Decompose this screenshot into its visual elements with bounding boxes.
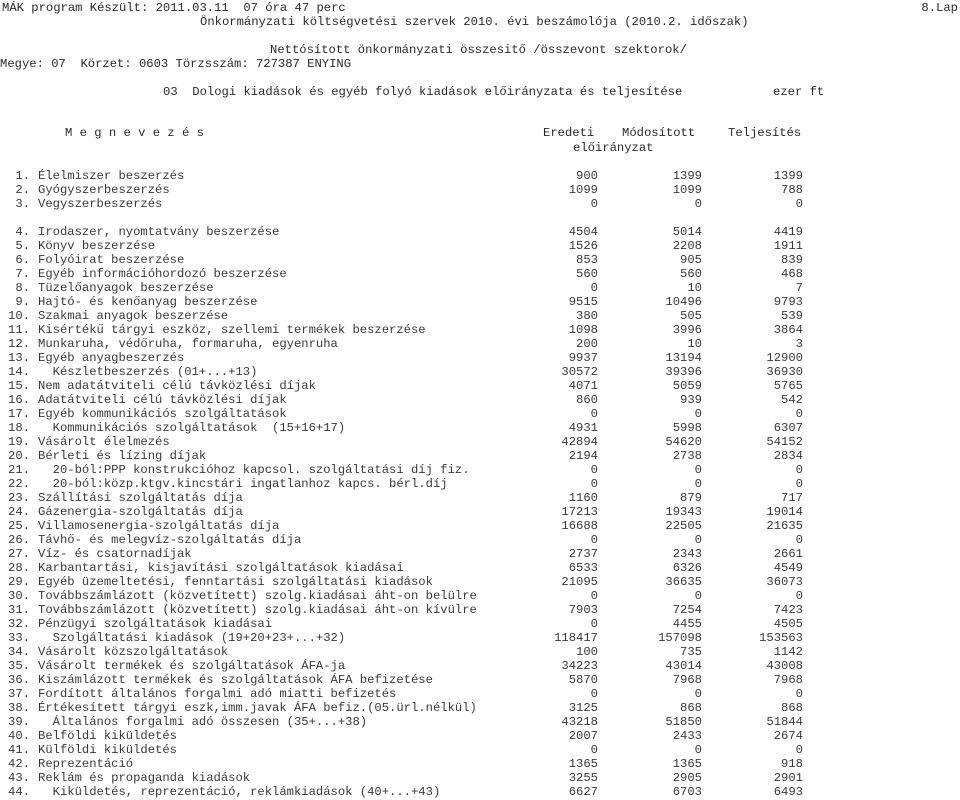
table-row	[0, 687, 960, 701]
row-number: 27.	[8, 547, 30, 561]
table-row	[0, 785, 960, 799]
original-value: 4504	[568, 225, 598, 239]
original-value: 7903	[568, 603, 598, 617]
modified-value: 10	[687, 281, 702, 295]
actual-value: 0	[795, 477, 803, 491]
original-value: 3255	[568, 771, 598, 785]
modified-value: 905	[680, 253, 702, 267]
row-label: Értékesített tárgyi eszk,imm.javak ÁFA befiz.(05.ürl.nélkül)	[38, 701, 477, 715]
row-number: 35.	[8, 659, 30, 673]
original-value: 100	[576, 645, 598, 659]
modified-value: 4455	[672, 617, 702, 631]
row-number: 3.	[15, 197, 30, 211]
table-row	[0, 253, 960, 267]
original-value: 0	[590, 617, 598, 631]
modified-value: 0	[694, 407, 702, 421]
row-number: 23.	[8, 491, 30, 505]
program-info: MÁK program Készült: 2011.03.11 07 óra 47 perc	[2, 1, 346, 15]
row-number: 42.	[8, 757, 30, 771]
row-label: Egyéb kommunikációs szolgáltatások	[38, 407, 287, 421]
modified-value: 7254	[672, 603, 702, 617]
table-row	[0, 561, 960, 575]
report-title: Önkormányzati költségvetési szervek 2010. évi beszámolója (2010.2. időszak)	[200, 15, 749, 29]
table-row	[0, 533, 960, 547]
row-label: Egyéb anyagbeszerzés	[38, 351, 185, 365]
table-row	[0, 575, 960, 589]
row-number: 36.	[8, 673, 30, 687]
table-row	[0, 617, 960, 631]
original-value: 34223	[561, 659, 598, 673]
table-row	[0, 323, 960, 337]
original-value: 17213	[561, 505, 598, 519]
row-number: 17.	[8, 407, 30, 421]
modified-value: 5059	[672, 379, 702, 393]
row-number: 8.	[15, 281, 30, 295]
row-number: 37.	[8, 687, 30, 701]
table-row	[0, 491, 960, 505]
column-header-modified: Módosított	[622, 126, 696, 140]
modified-value: 22505	[665, 519, 702, 533]
table-row	[0, 337, 960, 351]
row-number: 30.	[8, 589, 30, 603]
column-header-name: M e g n e v e z é s	[65, 126, 204, 140]
modified-value: 51850	[665, 715, 702, 729]
row-label: Egyéb üzemeltetési, fenntartási szolgáltatási kiadások	[38, 575, 433, 589]
row-label: Villamosenergia-szolgáltatás díja	[38, 519, 280, 533]
modified-value: 43014	[665, 659, 702, 673]
original-value: 2737	[568, 547, 598, 561]
actual-value: 868	[781, 701, 803, 715]
original-value: 0	[590, 743, 598, 757]
row-number: 26.	[8, 533, 30, 547]
modified-value: 879	[680, 491, 702, 505]
table-row	[0, 239, 960, 253]
actual-value: 36930	[766, 365, 803, 379]
row-number: 5.	[15, 239, 30, 253]
row-label: Gázenergia-szolgáltatás díja	[38, 505, 243, 519]
original-value: 0	[590, 197, 598, 211]
table-row	[0, 407, 960, 421]
actual-value: 153563	[759, 631, 803, 645]
row-number: 44.	[8, 785, 30, 799]
row-number: 39.	[8, 715, 30, 729]
table-row	[0, 309, 960, 323]
original-value: 4931	[568, 421, 598, 435]
row-label: Kisértékű tárgyi eszköz, szellemi termékek beszerzése	[38, 323, 426, 337]
actual-value: 717	[781, 491, 803, 505]
modified-value: 13194	[665, 351, 702, 365]
table-row	[0, 743, 960, 757]
row-label: Általános forgalmi adó összesen (35+...+38)	[38, 715, 368, 729]
original-value: 6627	[568, 785, 598, 799]
table-row	[0, 463, 960, 477]
actual-value: 6307	[773, 421, 803, 435]
row-number: 25.	[8, 519, 30, 533]
table-row	[0, 673, 960, 687]
row-label: 20-ból:közp.ktgv.kincstári ingatlanhoz kapcs. bérl.díj	[38, 477, 448, 491]
row-number: 19.	[8, 435, 30, 449]
actual-value: 0	[795, 589, 803, 603]
row-label: Pénzügyi szolgáltatások kiadásai	[38, 617, 273, 631]
modified-value: 5998	[672, 421, 702, 435]
actual-value: 51844	[766, 715, 803, 729]
original-value: 5870	[568, 673, 598, 687]
actual-value: 7	[795, 281, 803, 295]
original-value: 0	[590, 463, 598, 477]
actual-value: 4419	[773, 225, 803, 239]
original-value: 0	[590, 407, 598, 421]
modified-value: 6703	[672, 785, 702, 799]
actual-value: 1399	[773, 169, 803, 183]
row-label: Kiküldetés, reprezentáció, reklámkiadások (40+...+43)	[38, 785, 441, 799]
table-row	[0, 589, 960, 603]
original-value: 0	[590, 687, 598, 701]
row-number: 12.	[8, 337, 30, 351]
modified-value: 0	[694, 477, 702, 491]
table-row	[0, 659, 960, 673]
actual-value: 54152	[766, 435, 803, 449]
column-header-actual: Teljesítés	[728, 126, 802, 140]
row-label: Kiszámlázott termékek és szolgáltatások ÁFA befizetése	[38, 673, 433, 687]
table-row	[0, 197, 960, 211]
row-label: Vásárolt közszolgáltatások	[38, 645, 229, 659]
table-row	[0, 435, 960, 449]
table-row	[0, 715, 960, 729]
actual-value: 2901	[773, 771, 803, 785]
modified-value: 54620	[665, 435, 702, 449]
row-label: Vásárolt termékek és szolgáltatások ÁFA-ja	[38, 659, 346, 673]
table-row	[0, 477, 960, 491]
row-label: Tüzelőanyagok beszerzése	[38, 281, 214, 295]
original-value: 30572	[561, 365, 598, 379]
row-label: Munkaruha, védőruha, formaruha, egyenruha	[38, 337, 338, 351]
actual-value: 12900	[766, 351, 803, 365]
original-value: 4071	[568, 379, 598, 393]
modified-value: 7968	[672, 673, 702, 687]
actual-value: 36073	[766, 575, 803, 589]
row-number: 16.	[8, 393, 30, 407]
row-number: 24.	[8, 505, 30, 519]
original-value: 853	[576, 253, 598, 267]
column-header-original: Eredeti	[543, 126, 595, 140]
table-row	[0, 295, 960, 309]
row-label: Irodaszer, nyomtatvány beszerzése	[38, 225, 280, 239]
table-row	[0, 701, 960, 715]
row-label: Egyéb információhordozó beszerzése	[38, 267, 287, 281]
modified-value: 3996	[672, 323, 702, 337]
row-label: Továbbszámlázott (közvetített) szolg.kiadásai áht-on belülre	[38, 589, 477, 603]
table-row	[0, 505, 960, 519]
modified-value: 2738	[672, 449, 702, 463]
table-row	[0, 519, 960, 533]
original-value: 1365	[568, 757, 598, 771]
section-title: 03 Dologi kiadások és egyéb folyó kiadások előirányzata és teljesítése	[163, 85, 683, 99]
row-label: Könyv beszerzése	[38, 239, 156, 253]
row-label: Szakmai anyagok beszerzése	[38, 309, 229, 323]
column-subheader-appropriation: előirányzat	[573, 141, 654, 155]
modified-value: 0	[694, 743, 702, 757]
actual-value: 3	[795, 337, 803, 351]
row-label: Gyógyszerbeszerzés	[38, 183, 170, 197]
modified-value: 868	[680, 701, 702, 715]
actual-value: 0	[795, 463, 803, 477]
actual-value: 1911	[773, 239, 803, 253]
original-value: 9515	[568, 295, 598, 309]
original-value: 1526	[568, 239, 598, 253]
table-row	[0, 729, 960, 743]
actual-value: 43008	[766, 659, 803, 673]
row-label: Nem adatátviteli célú távközlési díjak	[38, 379, 316, 393]
table-row	[0, 183, 960, 197]
actual-value: 9793	[773, 295, 803, 309]
row-label: Fordított általános forgalmi adó miatti befizetés	[38, 687, 397, 701]
row-label: Külföldi kiküldetés	[38, 743, 177, 757]
table-row	[0, 351, 960, 365]
row-label: Adatátviteli célú távközlési díjak	[38, 393, 287, 407]
actual-value: 539	[781, 309, 803, 323]
modified-value: 5014	[672, 225, 702, 239]
row-number: 7.	[15, 267, 30, 281]
original-value: 3125	[568, 701, 598, 715]
original-value: 1160	[568, 491, 598, 505]
modified-value: 2208	[672, 239, 702, 253]
row-label: Vásárolt élelmezés	[38, 435, 170, 449]
row-number: 13.	[8, 351, 30, 365]
location-info: Megye: 07 Körzet: 0603 Törzsszám: 727387 ENYING	[0, 57, 352, 71]
actual-value: 542	[781, 393, 803, 407]
table-row	[0, 267, 960, 281]
row-number: 18.	[8, 421, 30, 435]
row-number: 33.	[8, 631, 30, 645]
row-number: 11.	[8, 323, 30, 337]
actual-value: 2674	[773, 729, 803, 743]
actual-value: 4505	[773, 617, 803, 631]
original-value: 21095	[561, 575, 598, 589]
row-label: Szolgáltatási kiadások (19+20+23+...+32)	[38, 631, 346, 645]
original-value: 900	[576, 169, 598, 183]
modified-value: 39396	[665, 365, 702, 379]
actual-value: 5765	[773, 379, 803, 393]
row-label: Szállítási szolgáltatás díja	[38, 491, 243, 505]
modified-value: 157098	[658, 631, 702, 645]
original-value: 43218	[561, 715, 598, 729]
modified-value: 939	[680, 393, 702, 407]
modified-value: 2433	[672, 729, 702, 743]
row-number: 4.	[15, 225, 30, 239]
table-row	[0, 365, 960, 379]
row-label: Belföldi kiküldetés	[38, 729, 177, 743]
table-row	[0, 393, 960, 407]
table-row	[0, 169, 960, 183]
actual-value: 0	[795, 533, 803, 547]
actual-value: 2661	[773, 547, 803, 561]
original-value: 1098	[568, 323, 598, 337]
original-value: 6533	[568, 561, 598, 575]
page-number: 8.Lap	[921, 1, 958, 15]
row-label: Reprezentáció	[38, 757, 134, 771]
row-number: 32.	[8, 617, 30, 631]
actual-value: 918	[781, 757, 803, 771]
table-row	[0, 757, 960, 771]
actual-value: 0	[795, 407, 803, 421]
row-label: Továbbszámlázott (közvetített) szolg.kiadásai áht-on kívülre	[38, 603, 477, 617]
modified-value: 2905	[672, 771, 702, 785]
original-value: 0	[590, 533, 598, 547]
modified-value: 6326	[672, 561, 702, 575]
original-value: 2194	[568, 449, 598, 463]
modified-value: 505	[680, 309, 702, 323]
actual-value: 3864	[773, 323, 803, 337]
modified-value: 2343	[672, 547, 702, 561]
table-row	[0, 771, 960, 785]
modified-value: 0	[694, 463, 702, 477]
original-value: 16688	[561, 519, 598, 533]
original-value: 118417	[554, 631, 598, 645]
report-subtitle: Nettósított önkormányzati összesitő /összevont szektorok/	[270, 43, 687, 57]
actual-value: 0	[795, 687, 803, 701]
row-number: 10.	[8, 309, 30, 323]
actual-value: 6493	[773, 785, 803, 799]
modified-value: 0	[694, 687, 702, 701]
row-number: 22.	[8, 477, 30, 491]
actual-value: 4549	[773, 561, 803, 575]
modified-value: 36635	[665, 575, 702, 589]
actual-value: 7968	[773, 673, 803, 687]
original-value: 860	[576, 393, 598, 407]
row-number: 21.	[8, 463, 30, 477]
row-label: Víz- és csatornadíjak	[38, 547, 192, 561]
actual-value: 839	[781, 253, 803, 267]
table-row	[0, 645, 960, 659]
original-value: 0	[590, 589, 598, 603]
actual-value: 0	[795, 743, 803, 757]
table-row	[0, 547, 960, 561]
original-value: 380	[576, 309, 598, 323]
original-value: 9937	[568, 351, 598, 365]
row-number: 40.	[8, 729, 30, 743]
actual-value: 2834	[773, 449, 803, 463]
row-number: 29.	[8, 575, 30, 589]
actual-value: 19014	[766, 505, 803, 519]
actual-value: 0	[795, 197, 803, 211]
original-value: 0	[590, 477, 598, 491]
row-number: 9.	[15, 295, 30, 309]
row-number: 38.	[8, 701, 30, 715]
table-row	[0, 379, 960, 393]
row-number: 34.	[8, 645, 30, 659]
original-value: 1099	[568, 183, 598, 197]
row-label: Vegyszerbeszerzés	[38, 197, 163, 211]
modified-value: 560	[680, 267, 702, 281]
modified-value: 735	[680, 645, 702, 659]
row-number: 15.	[8, 379, 30, 393]
actual-value: 1142	[773, 645, 803, 659]
actual-value: 468	[781, 267, 803, 281]
row-number: 31.	[8, 603, 30, 617]
row-number: 1.	[15, 169, 30, 183]
table-row	[0, 281, 960, 295]
row-label: Bérleti és lízing díjak	[38, 449, 207, 463]
table-row	[0, 421, 960, 435]
row-label: Élelmiszer beszerzés	[38, 169, 185, 183]
row-label: Hajtó- és kenőanyag beszerzése	[38, 295, 258, 309]
row-label: Készletbeszerzés (01+...+13)	[38, 365, 258, 379]
row-label: Folyóirat beszerzése	[38, 253, 185, 267]
row-number: 6.	[15, 253, 30, 267]
table-row	[0, 225, 960, 239]
row-number: 20.	[8, 449, 30, 463]
original-value: 560	[576, 267, 598, 281]
actual-value: 21635	[766, 519, 803, 533]
original-value: 200	[576, 337, 598, 351]
table-row	[0, 449, 960, 463]
modified-value: 10496	[665, 295, 702, 309]
row-number: 14.	[8, 365, 30, 379]
row-label: Távhő- és melegvíz-szolgáltatás díja	[38, 533, 302, 547]
actual-value: 788	[781, 183, 803, 197]
modified-value: 10	[687, 337, 702, 351]
modified-value: 0	[694, 197, 702, 211]
row-number: 43.	[8, 771, 30, 785]
modified-value: 0	[694, 533, 702, 547]
row-number: 2.	[15, 183, 30, 197]
original-value: 42894	[561, 435, 598, 449]
row-number: 28.	[8, 561, 30, 575]
actual-value: 7423	[773, 603, 803, 617]
row-number: 41.	[8, 743, 30, 757]
table-row	[0, 631, 960, 645]
modified-value: 1099	[672, 183, 702, 197]
modified-value: 0	[694, 589, 702, 603]
row-label: Reklám és propaganda kiadások	[38, 771, 251, 785]
original-value: 0	[590, 281, 598, 295]
modified-value: 19343	[665, 505, 702, 519]
unit-label: ezer ft	[773, 85, 825, 99]
modified-value: 1399	[672, 169, 702, 183]
modified-value: 1365	[672, 757, 702, 771]
row-label: 20-ból:PPP konstrukcióhoz kapcsol. szolgáltatási díj fiz.	[38, 463, 470, 477]
original-value: 2007	[568, 729, 598, 743]
row-label: Kommunikációs szolgáltatások (15+16+17)	[38, 421, 346, 435]
table-row	[0, 603, 960, 617]
row-label: Karbantartási, kisjavítási szolgáltatások kiadásai	[38, 561, 404, 575]
